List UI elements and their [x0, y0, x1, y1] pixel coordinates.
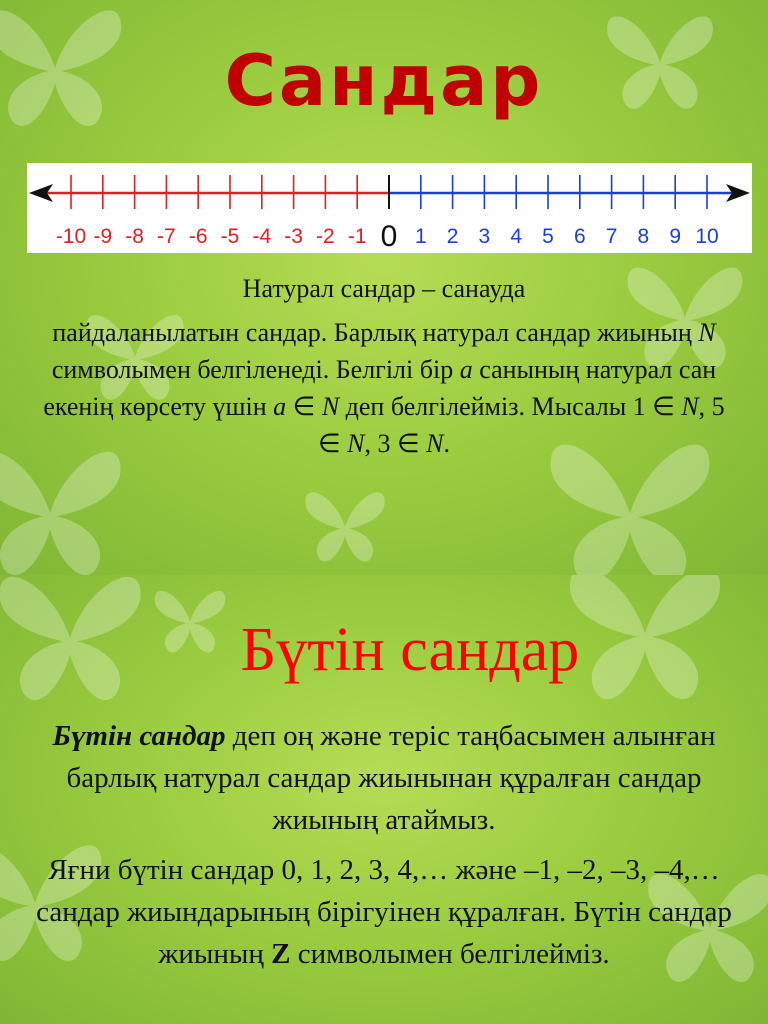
integers-text — [20, 715, 748, 983]
tick-label: -3 — [284, 225, 303, 248]
tick-label: 0 — [380, 220, 398, 253]
tick-label: 9 — [669, 225, 682, 248]
paragraph: Бүтін сандар деп оң және теріс таңбасымен алынған барлық натурал сандар жиынынан құралған сандар жиының атаймыз. — [52, 720, 716, 836]
tick-label: -6 — [188, 225, 208, 248]
tick-label: -8 — [125, 225, 144, 248]
term: Бүтін сандар — [52, 720, 226, 752]
slide-title: Сандар — [224, 40, 544, 122]
paragraph: Яғни бүтін сандар 0, 1, 2, 3, 4,… және –1, –2, –3, –4,… сандар жиындарының бірігуінен құралған. Бүтін сандар жиының Z символымен белгілейміз. — [36, 854, 732, 970]
butterfly-decoration — [300, 480, 390, 570]
tick-label: 8 — [637, 225, 650, 248]
tick-label: 5 — [542, 225, 554, 248]
natural-numbers-text — [30, 270, 738, 469]
number-line-graphic — [27, 163, 752, 253]
tick-label: 2 — [446, 225, 459, 248]
slide-integers — [0, 575, 768, 1024]
z-symbol: Z — [271, 938, 291, 970]
tick-label: -4 — [252, 225, 272, 248]
slide-title: Бүтін сандар — [240, 616, 580, 684]
tick-label: -7 — [157, 225, 176, 248]
tick-label: -1 — [347, 225, 367, 248]
tick-label: 1 — [414, 225, 427, 248]
paragraph: пайдаланылатын сандар. Барлық натурал сандар жиының N символымен белгіленеді. Белгілі бір a санының натурал сан екенің көрсету үшін a ∈ N деп белгілейміз. Мысалы 1 ∈ N, 5 ∈ N, 3 ∈ N. — [43, 318, 725, 458]
tick-label: -2 — [316, 225, 335, 248]
tick-label: -5 — [220, 225, 240, 248]
tick-label: 7 — [605, 225, 618, 248]
tick-label: -10 — [55, 225, 87, 248]
paragraph: Натурал сандар – санауда — [242, 274, 526, 303]
tick-label: 6 — [573, 225, 586, 248]
tick-label: 3 — [478, 225, 491, 248]
number-line — [27, 163, 752, 253]
tick-label: 4 — [510, 225, 523, 248]
tick-label: 10 — [695, 225, 719, 248]
tick-label: -9 — [93, 225, 113, 248]
